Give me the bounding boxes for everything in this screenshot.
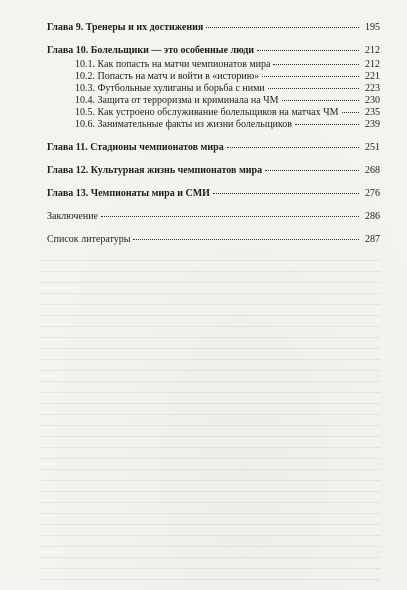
dot-leader — [265, 170, 359, 171]
toc-entry-title: Глава 12. Культурная жизнь чемпионатов мира — [47, 165, 263, 176]
toc-entry-page: 212 — [365, 59, 380, 70]
toc-entry-page: 221 — [365, 71, 380, 82]
toc-entry-page: 287 — [365, 234, 380, 245]
toc-entry-page: 212 — [365, 45, 380, 56]
dot-leader — [282, 100, 359, 101]
dot-leader — [273, 64, 359, 65]
toc-entry-section-10-2 — [47, 71, 380, 83]
toc-entry-title: Заключение — [47, 211, 98, 222]
toc-entry-chapter-10 — [47, 45, 380, 57]
toc-entry-title: 10.5. Как устроено обслуживание болельщиков на матчах ЧМ — [75, 107, 339, 118]
toc-entry-page: 239 — [365, 119, 380, 130]
toc-entry-section-10-1 — [47, 59, 380, 71]
toc-entry-section-10-6 — [47, 119, 380, 131]
toc-entry-title: 10.2. Попасть на матч и войти в «историю» — [75, 71, 260, 82]
toc-entry-chapter-12 — [47, 165, 380, 177]
toc-entry-chapter-13 — [47, 188, 380, 200]
toc-entry-page: 276 — [365, 188, 380, 199]
dot-leader — [133, 239, 359, 240]
toc-entry-title: Глава 13. Чемпионаты мира и СМИ — [47, 188, 210, 199]
table-of-contents — [47, 22, 380, 246]
toc-entry-section-10-5 — [47, 107, 380, 119]
toc-entry-title: 10.6. Занимательные факты из жизни болельщиков — [75, 119, 292, 130]
dot-leader — [295, 124, 359, 125]
toc-entry-page: 230 — [365, 95, 380, 106]
dot-leader — [262, 76, 359, 77]
show-through-text — [40, 250, 380, 580]
toc-entry-title: Глава 9. Тренеры и их достижения — [47, 22, 204, 33]
dot-leader — [257, 50, 359, 51]
toc-entry-page: 235 — [365, 107, 380, 118]
dot-leader — [268, 88, 359, 89]
toc-entry-title: 10.4. Защита от терроризма и криминала на ЧМ — [75, 95, 279, 106]
dot-leader — [213, 193, 359, 194]
toc-entry-page: 223 — [365, 83, 380, 94]
toc-entry-title: Список литературы — [47, 234, 131, 245]
toc-entry-page: 268 — [365, 165, 380, 176]
dot-leader — [206, 27, 359, 28]
toc-entry-title: 10.3. Футбольные хулиганы и борьба с ними — [75, 83, 265, 94]
toc-entry-title: 10.1. Как попасть на матчи чемпионатов мира — [75, 59, 271, 70]
toc-entry-section-10-3 — [47, 83, 380, 95]
toc-entry-section-10-4 — [47, 95, 380, 107]
dot-leader — [227, 147, 359, 148]
dot-leader — [101, 216, 359, 217]
toc-entry-page: 195 — [365, 22, 380, 33]
toc-entry-title: Глава 10. Болельщики — это особенные люди — [47, 45, 255, 56]
toc-entry-chapter-9 — [47, 22, 380, 34]
toc-entry-page: 251 — [365, 142, 380, 153]
toc-entry-page: 286 — [365, 211, 380, 222]
toc-entry-conclusion — [47, 211, 380, 223]
dot-leader — [342, 112, 359, 113]
toc-entry-title: Глава 11. Стадионы чемпионатов мира — [47, 142, 224, 153]
toc-entry-chapter-11 — [47, 142, 380, 154]
toc-entry-references — [47, 234, 380, 246]
